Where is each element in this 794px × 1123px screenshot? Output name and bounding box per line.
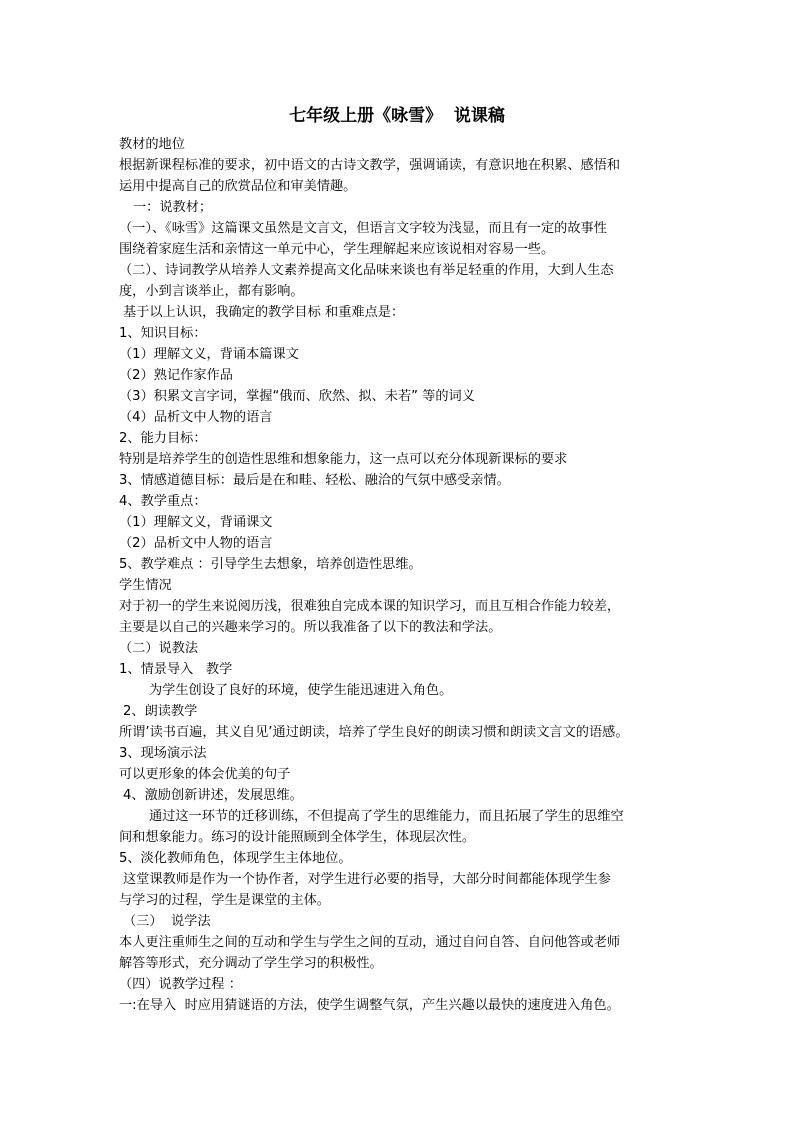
list-item: （1）理解文义，背诵课文 <box>119 515 273 530</box>
paragraph-line: 一:在导入 时应用猜谜语的方法，使学生调整气氛，产生兴趣以最快的速度进入角色。 <box>119 998 620 1013</box>
section-heading: 一：说教材； <box>133 200 213 215</box>
paragraph-line: 解答等形式，充分调动了学生学习的积极性。 <box>119 956 383 971</box>
list-heading: 1、情景导入 教学 <box>119 662 233 677</box>
paragraph-line: （二）、诗词教学从培养人文素养提高文化品味来谈也有举足轻重的作用，大到人生态 <box>119 263 614 278</box>
paragraph-line: 所谓’读书百遍，其义自见’通过朗读，培养了学生良好的朗读习惯和朗读文言文的语感。 <box>119 725 629 740</box>
paragraph-line: 根据新课程标准的要求，初中语文的古诗文教学，强调诵读，有意识地在积累、感悟和 <box>119 158 621 173</box>
paragraph-line: 基于以上认识，我确定的教学目标 和重难点是： <box>123 305 405 320</box>
paragraph-line: 度，小到言谈举止，都有影响。 <box>119 284 304 299</box>
paragraph-line: 主要是以自己的兴趣来学习的。所以我准备了以下的教法和学法。 <box>119 620 502 635</box>
list-heading: 3、现场演示法 <box>119 746 207 761</box>
list-item: （2）品析文中人物的语言 <box>119 536 273 551</box>
paragraph-line: 运用中提高自己的欣赏品位和审美情趣。 <box>119 179 357 194</box>
document-body <box>119 134 681 1016</box>
list-heading: 2、朗读教学 <box>123 704 198 719</box>
list-item: （3）积累文言字词，掌握“俄而、欣然、拟、未若” 等的词义 <box>119 389 475 404</box>
list-heading: 1、知识目标： <box>119 326 207 341</box>
paragraph-line: 围绕着家庭生活和亲情这一单元中心，学生理解起来应该说相对容易一些。 <box>119 242 555 257</box>
list-item: （4）品析文中人物的语言 <box>119 410 273 425</box>
list-heading: 2、能力目标： <box>119 431 207 446</box>
paragraph-line: 间和想象能力。练习的设计能照顾到全体学生，体现层次性。 <box>119 830 476 845</box>
list-heading: 3、情感道德目标：最后是在和畦、轻松、融洽的气氛中感受亲情。 <box>119 473 510 488</box>
paragraph-line: 这堂课教师是作为一个协作者，对学生进行必要的指导，大部分时间都能体现学生参 <box>123 872 611 887</box>
paragraph-line: 通过这一环节的迁移训练，不但提高了学生的思维能力，而且拓展了学生的思维空 <box>149 809 624 824</box>
list-heading: 4、教学重点： <box>119 494 207 509</box>
list-item: （2）熟记作家作品 <box>119 368 233 383</box>
list-heading: 5、教学难点 ：引导学生去想象，培养创造性思维。 <box>119 557 422 572</box>
section-heading: 学生情况 <box>119 578 172 593</box>
paragraph-line: 与学习的过程，学生是课堂的主体。 <box>119 893 330 908</box>
section-heading: （三） 说学法 <box>123 914 211 929</box>
paragraph-line: 本人更注重师生之间的互动和学生与学生之间的互动，通过自问自答、自问他答或老师 <box>119 935 621 950</box>
paragraph-line: 特别是培养学生的创造性思维和想象能力，这一点可以充分体现新课标的要求 <box>119 452 568 467</box>
paragraph-line: 为学生创设了良好的环境，使学生能迅速进入角色。 <box>149 683 453 698</box>
section-heading: 教材的地位 <box>119 137 185 152</box>
paragraph-line: （一）、《咏雪》这篇课文虽然是文言文，但语言文字较为浅显，而且有一定的故事性 <box>119 221 607 236</box>
list-item: （1）理解文义，背诵本篇课文 <box>119 347 299 362</box>
section-heading: （二）说教法 <box>119 641 199 656</box>
section-heading: （四）说教学过程 ： <box>119 977 242 992</box>
paragraph-line: 对于初一的学生来说阅历浅，很难独自完成本课的知识学习，而且互相合作能力较差， <box>119 599 621 614</box>
list-heading: 5、淡化教师角色，体现学生主体地位。 <box>119 851 352 866</box>
list-heading: 4、激励创新讲述，发展思维。 <box>123 788 303 803</box>
document-title: 七年级上册《咏雪》 说课稿 <box>289 106 505 126</box>
paragraph-line: 可以更形象的体会优美的句子 <box>119 767 291 782</box>
